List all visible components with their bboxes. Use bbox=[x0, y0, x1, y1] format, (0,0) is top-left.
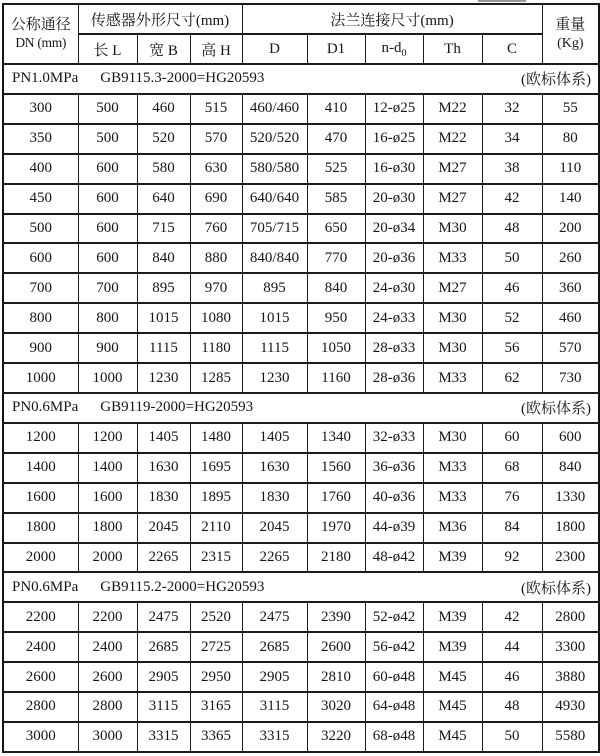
cell: 28-ø36 bbox=[365, 363, 423, 393]
cell: M30 bbox=[423, 333, 482, 363]
cell: 760 bbox=[190, 214, 242, 244]
cell: 42 bbox=[482, 184, 542, 214]
header-col-d: D bbox=[242, 34, 307, 64]
cell: 600 bbox=[78, 214, 137, 244]
cell: 92 bbox=[482, 543, 542, 573]
cell: 2810 bbox=[307, 662, 365, 692]
cell: 68 bbox=[482, 453, 542, 483]
cell: 1800 bbox=[78, 513, 137, 543]
cell: 900 bbox=[3, 333, 78, 363]
cell: 450 bbox=[3, 184, 78, 214]
cell: 2045 bbox=[242, 513, 307, 543]
cell: 60 bbox=[482, 423, 542, 453]
cell: 1560 bbox=[307, 453, 365, 483]
cell: 1115 bbox=[242, 333, 307, 363]
cell: 1115 bbox=[137, 333, 190, 363]
table-body bbox=[3, 64, 599, 752]
cell: 1405 bbox=[242, 423, 307, 453]
cell: 640/640 bbox=[242, 184, 307, 214]
cell: 520/520 bbox=[242, 124, 307, 154]
cell: 460/460 bbox=[242, 94, 307, 124]
cell: 32-ø33 bbox=[365, 423, 423, 453]
section-standard-code: GB9119-2000=HG20593 bbox=[100, 399, 254, 416]
cell: M36 bbox=[423, 513, 482, 543]
cell: 2685 bbox=[137, 632, 190, 662]
section-standard-note: (欧标体系) bbox=[521, 580, 592, 597]
scan-artifact bbox=[478, 0, 526, 2]
cell: 3315 bbox=[242, 722, 307, 752]
cell: 1200 bbox=[3, 423, 78, 453]
cell: 2180 bbox=[307, 543, 365, 573]
cell: 3880 bbox=[542, 662, 599, 692]
cell: 2905 bbox=[137, 662, 190, 692]
table-row bbox=[3, 602, 599, 632]
cell: 570 bbox=[190, 124, 242, 154]
cell: 20-ø34 bbox=[365, 214, 423, 244]
cell: 3115 bbox=[242, 692, 307, 722]
header-col-nd0-sub: 0 bbox=[401, 47, 407, 59]
cell: 730 bbox=[542, 363, 599, 393]
header-dn bbox=[3, 4, 78, 64]
cell: 34 bbox=[482, 124, 542, 154]
cell: 38 bbox=[482, 154, 542, 184]
section-cell bbox=[3, 64, 599, 94]
table-row bbox=[3, 513, 599, 543]
cell: 2800 bbox=[78, 692, 137, 722]
table-row bbox=[3, 453, 599, 483]
table-row bbox=[3, 333, 599, 363]
table-row bbox=[3, 662, 599, 692]
header-flange-group: 法兰连接尺寸(mm) bbox=[242, 4, 542, 34]
cell: 20-ø30 bbox=[365, 184, 423, 214]
cell: 570 bbox=[542, 333, 599, 363]
header-col-width: 宽 B bbox=[137, 34, 190, 64]
cell: 16-ø30 bbox=[365, 154, 423, 184]
cell: 880 bbox=[190, 243, 242, 273]
cell: M27 bbox=[423, 184, 482, 214]
cell: 20-ø36 bbox=[365, 243, 423, 273]
cell: 410 bbox=[307, 94, 365, 124]
header-col-c: C bbox=[482, 34, 542, 64]
table-row bbox=[3, 483, 599, 513]
cell: 500 bbox=[78, 124, 137, 154]
cell: 46 bbox=[482, 662, 542, 692]
cell: 140 bbox=[542, 184, 599, 214]
cell: 44 bbox=[482, 632, 542, 662]
cell: 1330 bbox=[542, 483, 599, 513]
cell: 515 bbox=[190, 94, 242, 124]
cell: 16-ø25 bbox=[365, 124, 423, 154]
cell: 2950 bbox=[190, 662, 242, 692]
cell: M45 bbox=[423, 662, 482, 692]
cell: 1600 bbox=[3, 483, 78, 513]
cell: 800 bbox=[3, 303, 78, 333]
cell: 900 bbox=[78, 333, 137, 363]
cell: 1180 bbox=[190, 333, 242, 363]
cell: 1015 bbox=[137, 303, 190, 333]
table-row bbox=[3, 214, 599, 244]
cell: 40-ø36 bbox=[365, 483, 423, 513]
section-standard-note: (欧标体系) bbox=[521, 72, 592, 89]
cell: 1800 bbox=[542, 513, 599, 543]
cell: 50 bbox=[482, 243, 542, 273]
cell: 2905 bbox=[242, 662, 307, 692]
cell: 840/840 bbox=[242, 243, 307, 273]
header-col-th: Th bbox=[423, 34, 482, 64]
header-dn-line2: DN (mm) bbox=[15, 34, 67, 50]
cell: 1630 bbox=[242, 453, 307, 483]
section-row bbox=[3, 64, 599, 94]
table-header bbox=[3, 4, 599, 64]
cell: 2800 bbox=[3, 692, 78, 722]
header-col-length: 长 L bbox=[78, 34, 137, 64]
cell: 2800 bbox=[542, 602, 599, 632]
cell: 600 bbox=[78, 243, 137, 273]
table-row bbox=[3, 94, 599, 124]
cell: 2475 bbox=[137, 602, 190, 632]
cell: 56 bbox=[482, 333, 542, 363]
header-col-d1: D1 bbox=[307, 34, 365, 64]
header-col-nd0 bbox=[365, 34, 423, 64]
cell: 2200 bbox=[78, 602, 137, 632]
header-dn-line1: 公称通径 bbox=[10, 17, 71, 34]
cell: 1340 bbox=[307, 423, 365, 453]
cell: 48-ø42 bbox=[365, 543, 423, 573]
cell: 1000 bbox=[3, 363, 78, 393]
cell: 2390 bbox=[307, 602, 365, 632]
cell: 2265 bbox=[242, 543, 307, 573]
section-pressure-rating: PN0.6MPa bbox=[12, 399, 79, 416]
cell: 300 bbox=[3, 94, 78, 124]
cell: 2300 bbox=[542, 543, 599, 573]
table-row bbox=[3, 184, 599, 214]
table-row bbox=[3, 273, 599, 303]
cell: 1000 bbox=[78, 363, 137, 393]
cell: M27 bbox=[423, 154, 482, 184]
cell: 640 bbox=[137, 184, 190, 214]
header-weight-line2: (Kg) bbox=[557, 35, 584, 51]
cell: M39 bbox=[423, 602, 482, 632]
cell: 46 bbox=[482, 273, 542, 303]
cell: 44-ø39 bbox=[365, 513, 423, 543]
cell: 60-ø48 bbox=[365, 662, 423, 692]
cell: 52 bbox=[482, 303, 542, 333]
header-row-groups bbox=[3, 4, 599, 34]
cell: 800 bbox=[78, 303, 137, 333]
cell: 2685 bbox=[242, 632, 307, 662]
cell: 3165 bbox=[190, 692, 242, 722]
cell: 2000 bbox=[3, 543, 78, 573]
header-row-subcolumns bbox=[3, 34, 599, 64]
cell: 62 bbox=[482, 363, 542, 393]
cell: 1080 bbox=[190, 303, 242, 333]
cell: 110 bbox=[542, 154, 599, 184]
cell: 2400 bbox=[3, 632, 78, 662]
cell: 24-ø33 bbox=[365, 303, 423, 333]
cell: 460 bbox=[542, 303, 599, 333]
section-row bbox=[3, 393, 599, 423]
cell: M30 bbox=[423, 214, 482, 244]
cell: 1050 bbox=[307, 333, 365, 363]
cell: 2475 bbox=[242, 602, 307, 632]
cell: 770 bbox=[307, 243, 365, 273]
cell: 580/580 bbox=[242, 154, 307, 184]
cell: 1830 bbox=[242, 483, 307, 513]
cell: 840 bbox=[137, 243, 190, 273]
section-pressure-rating: PN0.6MPa bbox=[12, 578, 79, 595]
cell: 715 bbox=[137, 214, 190, 244]
cell: 2045 bbox=[137, 513, 190, 543]
cell: 630 bbox=[190, 154, 242, 184]
cell: M22 bbox=[423, 94, 482, 124]
cell: 3115 bbox=[137, 692, 190, 722]
cell: 360 bbox=[542, 273, 599, 303]
cell: 700 bbox=[78, 273, 137, 303]
cell: M33 bbox=[423, 363, 482, 393]
table-row bbox=[3, 154, 599, 184]
cell: 5580 bbox=[542, 722, 599, 752]
cell: 600 bbox=[78, 154, 137, 184]
cell: 48 bbox=[482, 692, 542, 722]
cell: 3020 bbox=[307, 692, 365, 722]
cell: 1400 bbox=[78, 453, 137, 483]
cell: 500 bbox=[78, 94, 137, 124]
cell: 1630 bbox=[137, 453, 190, 483]
cell: M39 bbox=[423, 543, 482, 573]
cell: M33 bbox=[423, 453, 482, 483]
cell: 32 bbox=[482, 94, 542, 124]
section-standard-code: GB9115.3-2000=HG20593 bbox=[100, 70, 265, 87]
cell: 2600 bbox=[3, 662, 78, 692]
cell: 84 bbox=[482, 513, 542, 543]
cell: 3220 bbox=[307, 722, 365, 752]
cell: 52-ø42 bbox=[365, 602, 423, 632]
cell: 200 bbox=[542, 214, 599, 244]
cell: 1015 bbox=[242, 303, 307, 333]
cell: 1895 bbox=[190, 483, 242, 513]
table-row bbox=[3, 303, 599, 333]
cell: M45 bbox=[423, 692, 482, 722]
cell: 950 bbox=[307, 303, 365, 333]
cell: 1285 bbox=[190, 363, 242, 393]
cell: 260 bbox=[542, 243, 599, 273]
cell: 2110 bbox=[190, 513, 242, 543]
cell: 48 bbox=[482, 214, 542, 244]
cell: 36-ø36 bbox=[365, 453, 423, 483]
header-weight bbox=[542, 4, 599, 64]
table-row bbox=[3, 124, 599, 154]
cell: M30 bbox=[423, 303, 482, 333]
header-sensor-group: 传感器外形尺寸(mm) bbox=[78, 4, 242, 34]
cell: 600 bbox=[3, 243, 78, 273]
cell: 600 bbox=[542, 423, 599, 453]
cell: M22 bbox=[423, 124, 482, 154]
cell: 585 bbox=[307, 184, 365, 214]
table-row bbox=[3, 632, 599, 662]
cell: 400 bbox=[3, 154, 78, 184]
cell: 3300 bbox=[542, 632, 599, 662]
cell: 42 bbox=[482, 602, 542, 632]
cell: 600 bbox=[78, 184, 137, 214]
cell: 705/715 bbox=[242, 214, 307, 244]
cell: 68-ø48 bbox=[365, 722, 423, 752]
table-row bbox=[3, 692, 599, 722]
cell: 690 bbox=[190, 184, 242, 214]
cell: 460 bbox=[137, 94, 190, 124]
section-cell bbox=[3, 572, 599, 602]
cell: 895 bbox=[137, 273, 190, 303]
cell: 24-ø30 bbox=[365, 273, 423, 303]
section-cell bbox=[3, 393, 599, 423]
cell: 350 bbox=[3, 124, 78, 154]
cell: 1760 bbox=[307, 483, 365, 513]
section-row bbox=[3, 572, 599, 602]
header-col-nd0-main: n-d bbox=[381, 39, 402, 56]
cell: 64-ø48 bbox=[365, 692, 423, 722]
cell: 470 bbox=[307, 124, 365, 154]
cell: 1695 bbox=[190, 453, 242, 483]
cell: 3365 bbox=[190, 722, 242, 752]
cell: M27 bbox=[423, 273, 482, 303]
cell: M30 bbox=[423, 423, 482, 453]
cell: 895 bbox=[242, 273, 307, 303]
cell: 500 bbox=[3, 214, 78, 244]
cell: 1800 bbox=[3, 513, 78, 543]
cell: 2725 bbox=[190, 632, 242, 662]
cell: 2000 bbox=[78, 543, 137, 573]
cell: 970 bbox=[190, 273, 242, 303]
cell: 56-ø42 bbox=[365, 632, 423, 662]
table-row bbox=[3, 423, 599, 453]
cell: 525 bbox=[307, 154, 365, 184]
cell: 520 bbox=[137, 124, 190, 154]
cell: 1970 bbox=[307, 513, 365, 543]
cell: 840 bbox=[307, 273, 365, 303]
cell: 700 bbox=[3, 273, 78, 303]
cell: 28-ø33 bbox=[365, 333, 423, 363]
cell: 2315 bbox=[190, 543, 242, 573]
cell: 2600 bbox=[78, 662, 137, 692]
cell: 1200 bbox=[78, 423, 137, 453]
cell: 580 bbox=[137, 154, 190, 184]
table-row bbox=[3, 722, 599, 752]
table-row bbox=[3, 243, 599, 273]
cell: 1160 bbox=[307, 363, 365, 393]
cell: 3000 bbox=[3, 722, 78, 752]
cell: 1600 bbox=[78, 483, 137, 513]
table-row bbox=[3, 363, 599, 393]
section-standard-note: (欧标体系) bbox=[521, 401, 592, 418]
cell: 1230 bbox=[137, 363, 190, 393]
cell: 2200 bbox=[3, 602, 78, 632]
cell: 3315 bbox=[137, 722, 190, 752]
section-pressure-rating: PN1.0MPa bbox=[12, 70, 79, 87]
cell: 4930 bbox=[542, 692, 599, 722]
section-standard-code: GB9115.2-2000=HG20593 bbox=[100, 578, 265, 595]
cell: 1400 bbox=[3, 453, 78, 483]
cell: 1405 bbox=[137, 423, 190, 453]
cell: M33 bbox=[423, 243, 482, 273]
cell: 840 bbox=[542, 453, 599, 483]
cell: 2600 bbox=[307, 632, 365, 662]
cell: 50 bbox=[482, 722, 542, 752]
cell: 12-ø25 bbox=[365, 94, 423, 124]
cell: 650 bbox=[307, 214, 365, 244]
header-weight-line1: 重量 bbox=[555, 16, 586, 33]
cell: 2265 bbox=[137, 543, 190, 573]
dimension-spec-table bbox=[2, 3, 600, 753]
cell: 1230 bbox=[242, 363, 307, 393]
cell: 76 bbox=[482, 483, 542, 513]
cell: 1830 bbox=[137, 483, 190, 513]
cell: 80 bbox=[542, 124, 599, 154]
cell: M33 bbox=[423, 483, 482, 513]
cell: 1480 bbox=[190, 423, 242, 453]
cell: M39 bbox=[423, 632, 482, 662]
table-row bbox=[3, 543, 599, 573]
cell: 55 bbox=[542, 94, 599, 124]
cell: 2520 bbox=[190, 602, 242, 632]
header-col-height: 高 H bbox=[190, 34, 242, 64]
cell: 3000 bbox=[78, 722, 137, 752]
cell: 2400 bbox=[78, 632, 137, 662]
cell: M45 bbox=[423, 722, 482, 752]
